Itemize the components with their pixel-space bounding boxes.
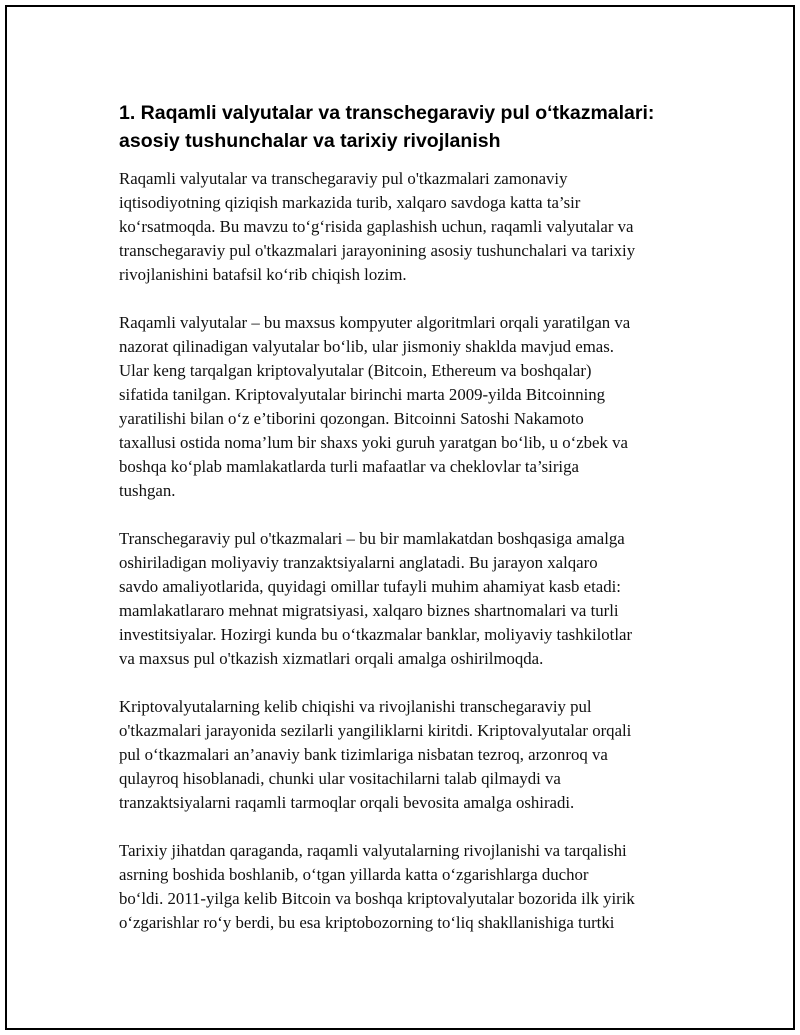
section-heading [119, 99, 699, 155]
paragraph-digital-currencies [119, 311, 699, 503]
heading-line: asosiy tushunchalar va tarixiy rivojlanish [119, 130, 501, 152]
text-line: Ular keng tarqalgan kriptovalyutalar (Bitcoin, Ethereum va boshqalar) [119, 361, 592, 380]
text-line: savdo amaliyotlarida, quyidagi omillar tufayli muhim ahamiyat kasb etadi: [119, 577, 621, 596]
paragraph-history [119, 839, 699, 935]
page-frame [5, 5, 795, 1030]
text-line: mamlakatlararo mehnat migratsiyasi, xalqaro biznes shartnomalari va turli [119, 601, 619, 620]
text-line: nazorat qilinadigan valyutalar bo‘lib, ular jismoniy shaklda mavjud emas. [119, 337, 614, 356]
text-line: o‘zgarishlar ro‘y berdi, bu esa kriptobozorning to‘liq shakllanishiga turtki [119, 913, 615, 932]
text-line: va maxsus pul o'tkazish xizmatlari orqali amalga oshirilmoqda. [119, 649, 544, 668]
text-line: Tarixiy jihatdan qaraganda, raqamli valyutalarning rivojlanishi va tarqalishi [119, 841, 627, 860]
text-line: rivojlanishini batafsil ko‘rib chiqish lozim. [119, 265, 407, 284]
text-line: Raqamli valyutalar – bu maxsus kompyuter algoritmlari orqali yaratilgan va [119, 313, 631, 332]
text-line: ko‘rsatmoqda. Bu mavzu to‘g‘risida gaplashish uchun, raqamli valyutalar va [119, 217, 634, 236]
text-line: taxallusi ostida noma’lum bir shaxs yoki guruh yaratgan bo‘lib, u o‘zbek va [119, 433, 628, 452]
text-line: boshqa ko‘plab mamlakatlarda turli mafaatlar va cheklovlar ta’siriga [119, 457, 579, 476]
text-line: oshiriladigan moliyaviy tranzaktsiyalarni anglatadi. Bu jarayon xalqaro [119, 553, 598, 572]
text-line: investitsiyalar. Hozirgi kunda bu o‘tkazmalar banklar, moliyaviy tashkilotlar [119, 625, 633, 644]
text-line: o'tkazmalari jarayonida sezilarli yangiliklarni kiritdi. Kriptovalyutalar orqali [119, 721, 632, 740]
document-body [119, 99, 699, 959]
paragraph-crypto-origin [119, 695, 699, 815]
text-line: sifatida tanilgan. Kriptovalyutalar birinchi marta 2009-yilda Bitcoinning [119, 385, 606, 404]
text-line: asrning boshida boshlanib, o‘tgan yillarda katta o‘zgarishlarga duchor [119, 865, 589, 884]
text-line: tranzaktsiyalarni raqamli tarmoqlar orqali bevosita amalga oshiradi. [119, 793, 575, 812]
text-line: qulayroq hisoblanadi, chunki ular vositachilarni talab qilmaydi va [119, 769, 561, 788]
text-line: transchegaraviy pul o'tkazmalari jarayonining asosiy tushunchalari va tarixiy [119, 241, 636, 260]
paragraph-intro [119, 167, 699, 287]
text-line: yaratilishi bilan o‘z e’tiborini qozongan. Bitcoinni Satoshi Nakamoto [119, 409, 584, 428]
text-line: Raqamli valyutalar va transchegaraviy pul o'tkazmalari zamonaviy [119, 169, 568, 188]
heading-line: 1. Raqamli valyutalar va transchegaraviy pul o‘tkazmalari: [119, 102, 655, 124]
text-line: tushgan. [119, 481, 176, 500]
text-line: bo‘ldi. 2011-yilga kelib Bitcoin va boshqa kriptovalyutalar bozorida ilk yirik [119, 889, 635, 908]
paragraph-cross-border-transfers [119, 527, 699, 671]
text-line: pul o‘tkazmalari an’anaviy bank tizimlariga nisbatan tezroq, arzonroq va [119, 745, 608, 764]
text-line: Kriptovalyutalarning kelib chiqishi va rivojlanishi transchegaraviy pul [119, 697, 592, 716]
text-line: iqtisodiyotning qiziqish markazida turib, xalqaro savdoga katta ta’sir [119, 193, 581, 212]
text-line: Transchegaraviy pul o'tkazmalari – bu bir mamlakatdan boshqasiga amalga [119, 529, 625, 548]
